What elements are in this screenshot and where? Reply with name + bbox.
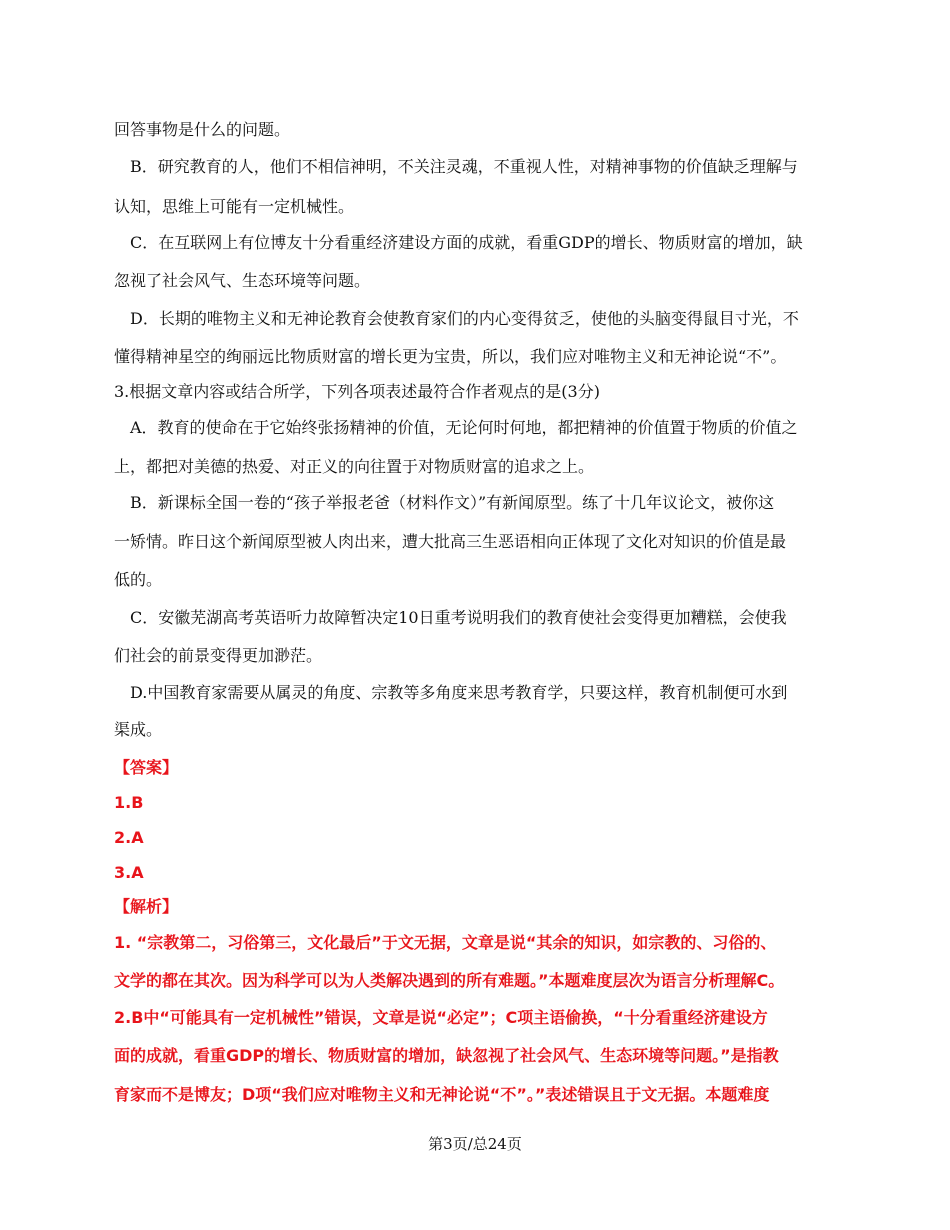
text-line: 渠成。 xyxy=(114,720,163,739)
answer-item: 1.B xyxy=(114,793,144,812)
text-line: 上，都把对美德的热爱、对正义的向往置于对物质财富的追求之上。 xyxy=(114,457,595,476)
text-line: 认知，思维上可能有一定机械性。 xyxy=(114,197,355,216)
analysis-line: 面的成就，看重GDP的增长、物质财富的增加，缺忽视了社会风气、生态环境等问题。”是指教 xyxy=(114,1046,779,1065)
analysis-line: 文学的都在其次。因为科学可以为人类解决遇到的所有难题。”本题难度层次为语言分析理解C。 xyxy=(114,971,785,990)
option-a: A．教育的使命在于它始终张扬精神的价值，无论何时何地，都把精神的价值置于物质的价值之 xyxy=(130,418,798,437)
option-b: B．新课标全国一卷的“孩子举报老爸（材料作文）”有新闻原型。练了十几年议论文，被你这 xyxy=(130,493,775,512)
option-c: C．在互联网上有位博友十分看重经济建设方面的成就，看重GDP的增长、物质财富的增加，缺 xyxy=(130,233,803,252)
answer-item: 2.A xyxy=(114,828,144,847)
text-line: 低的。 xyxy=(114,570,163,589)
analysis-line: 2.B中“可能具有一定机械性”错误，文章是说“必定”；C项主语偷换，“十分看重经济建设方 xyxy=(114,1008,768,1027)
analysis-heading: 【解析】 xyxy=(114,897,179,916)
option-d: D．长期的唯物主义和无神论教育会使教育家们的内心变得贫乏，使他的头脑变得鼠目寸光，不 xyxy=(130,309,799,328)
text-line: 一矫情。昨日这个新闻原型被人肉出来，遭大批高三生恶语相向正体现了文化对知识的价值是最 xyxy=(114,532,787,551)
answer-heading: 【答案】 xyxy=(114,758,179,777)
option-b: B．研究教育的人，他们不相信神明，不关注灵魂，不重视人性，对精神事物的价值缺乏理解与 xyxy=(130,157,798,176)
text-line: 忽视了社会风气、生态环境等问题。 xyxy=(114,271,371,290)
option-d: D.中国教育家需要从属灵的角度、宗教等多角度来思考教育学，只要这样，教育机制便可水到 xyxy=(130,683,788,702)
option-c: C．安徽芜湖高考英语听力故障暂决定10日重考说明我们的教育使社会变得更加糟糕，会使我 xyxy=(130,608,787,627)
answer-item: 3.A xyxy=(114,863,144,882)
text-line: 回答事物是什么的问题。 xyxy=(114,120,291,139)
question-3: 3.根据文章内容或结合所学，下列各项表述最符合作者观点的是(3分) xyxy=(114,382,600,401)
page-footer: 第3页/总24页 xyxy=(428,1135,522,1153)
text-line: 们社会的前景变得更加渺茫。 xyxy=(114,646,323,665)
text-line: 懂得精神星空的绚丽远比物质财富的增长更为宝贵，所以，我们应对唯物主义和无神论说“不”。 xyxy=(114,347,787,366)
analysis-line: 1. “宗教第二，习俗第三，文化最后”于文无据，文章是说“其余的知识，如宗教的、习俗的、 xyxy=(114,933,777,952)
analysis-line: 育家而不是博友；D项“我们应对唯物主义和无神论说“不”。”表述错误且于文无据。本题难度 xyxy=(114,1085,770,1104)
